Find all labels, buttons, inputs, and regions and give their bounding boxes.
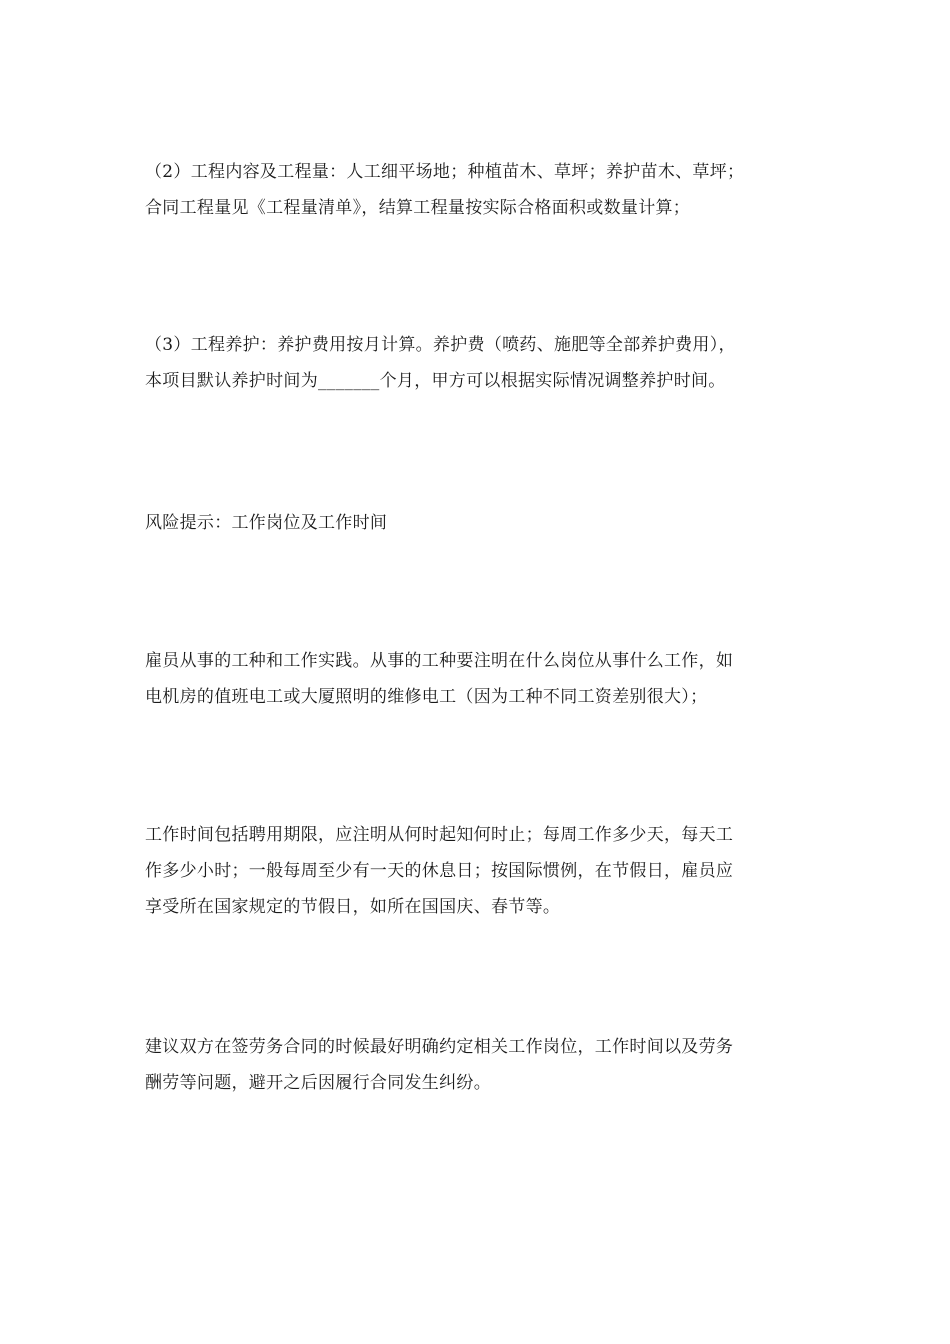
paragraph-job-type: [145, 643, 815, 715]
risk-notice-heading: [145, 505, 815, 541]
paragraph-line: 本项目默认养护时间为_______个月，甲方可以根据实际情况调整养护时间。: [145, 371, 726, 391]
paragraph-line: 酬劳等问题，避开之后因履行合同发生纠纷。: [145, 1073, 491, 1093]
paragraph-line: 作多少小时；一般每周至少有一天的休息日；按国际惯例，在节假日，雇员应: [145, 861, 734, 881]
paragraph-line: 建议双方在签劳务合同的时候最好明确约定相关工作岗位，工作时间以及劳务: [145, 1037, 734, 1057]
paragraph-recommendation: [145, 1029, 815, 1101]
paragraph-line: （2）工程内容及工程量：人工细平场地；种植苗木、草坪；养护苗木、草坪；: [145, 162, 745, 182]
paragraph-line: 享受所在国家规定的节假日，如所在国国庆、春节等。: [145, 897, 561, 917]
paragraph-maintenance: [145, 327, 815, 399]
paragraph-line: 工作时间包括聘用期限，应注明从何时起知何时止；每周工作多少天，每天工: [145, 825, 734, 845]
paragraph-line: （3）工程养护：养护费用按月计算。养护费（喷药、施肥等全部养护费用），: [145, 335, 736, 355]
paragraph-project-scope: [145, 154, 815, 226]
paragraph-line: 电机房的值班电工或大厦照明的维修电工（因为工种不同工资差别很大）；: [145, 687, 708, 707]
paragraph-line: 雇员从事的工种和工作实践。从事的工种要注明在什么岗位从事什么工作，如: [145, 651, 734, 671]
paragraph-line: 风险提示：工作岗位及工作时间: [145, 513, 388, 533]
paragraph-working-hours: [145, 817, 815, 925]
paragraph-line: 合同工程量见《工程量清单》，结算工程量按实际合格面积或数量计算；: [145, 198, 691, 218]
